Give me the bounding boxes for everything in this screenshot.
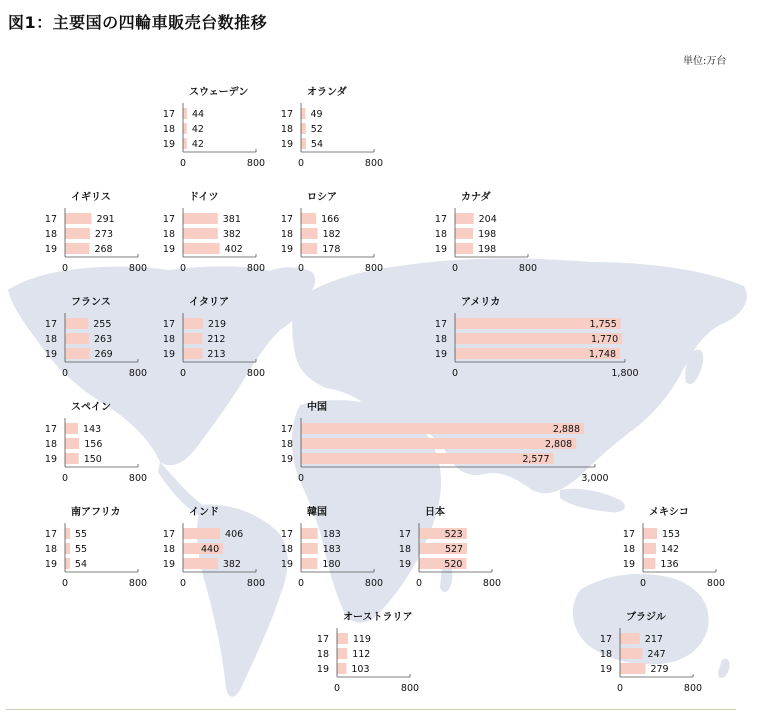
chart-5-bar-18 [455, 228, 473, 239]
chart-9-bar-17 [65, 423, 78, 434]
chart-6-value-label-19: 269 [94, 349, 113, 360]
chart-2-bar-18 [65, 228, 90, 239]
chart-0-bar-19 [183, 138, 187, 149]
chart-9-tick-label-min: 0 [61, 473, 69, 484]
chart-16-tick-label-min: 0 [333, 683, 341, 694]
chart-3-bar-18 [183, 228, 218, 239]
chart-16-bar-18 [337, 648, 347, 659]
chart-5-country-label: カナダ [461, 192, 491, 203]
chart-17-tick-label-min: 0 [616, 683, 624, 694]
chart-2-country-label: イギリス [71, 192, 111, 203]
chart-7-year-label-18: 18 [162, 334, 175, 345]
chart-13-value-label-19: 180 [322, 559, 341, 570]
chart-14-value-label-19: 520 [444, 559, 463, 570]
chart-4-bar-19 [301, 243, 317, 254]
chart-15-bar-17 [643, 528, 657, 539]
chart-0-bar-17 [183, 108, 187, 119]
chart-1-value-label-18: 52 [310, 124, 323, 135]
chart-13-country-label: 韓国 [307, 507, 327, 518]
chart-4-country-label: ロシア [307, 192, 337, 203]
chart-11-year-label-18: 18 [44, 544, 57, 555]
chart-5-bar-17 [455, 213, 474, 224]
chart-10-year-label-19: 19 [280, 454, 293, 465]
chart-15-bar-19 [643, 558, 655, 569]
chart-4-year-label-18: 18 [280, 229, 293, 240]
chart-15-tick-label-max: 800 [706, 578, 726, 589]
chart-1-bar-18 [301, 123, 306, 134]
chart-6-bar-18 [65, 333, 89, 344]
chart-1-tick-label-max: 800 [364, 158, 384, 169]
chart-8-value-label-19: 1,748 [588, 349, 617, 360]
chart-2-tick-label-max: 800 [128, 263, 148, 274]
chart-7-year-label-17: 17 [162, 319, 175, 330]
chart-12-value-label-19: 382 [222, 559, 241, 570]
chart-12-bar-19 [183, 558, 218, 569]
chart-17-year-label-18: 18 [599, 649, 612, 660]
chart-0-year-label-18: 18 [162, 124, 175, 135]
chart-10-bar-17 [301, 423, 584, 434]
chart-3-value-label-17: 381 [222, 214, 241, 225]
chart-11-tick-label-min: 0 [61, 578, 69, 589]
chart-11-year-label-19: 19 [44, 559, 57, 570]
chart-11-value-label-17: 55 [75, 529, 88, 540]
chart-8-tick-label-max: 1,800 [611, 368, 639, 379]
chart-1-year-label-18: 18 [280, 124, 293, 135]
chart-1-tick-label-min: 0 [297, 158, 305, 169]
chart-6-value-label-17: 255 [93, 319, 112, 330]
chart-9-tick-label-max: 800 [128, 473, 148, 484]
chart-0-year-label-17: 17 [162, 109, 175, 120]
chart-14-year-label-18: 18 [398, 544, 411, 555]
chart-8-year-label-17: 17 [434, 319, 447, 330]
chart-8-value-label-17: 1,755 [589, 319, 617, 330]
unit-label: 単位:万台 [683, 56, 727, 67]
chart-7-year-label-19: 19 [162, 349, 175, 360]
chart-1-bar-19 [301, 138, 306, 149]
chart-3-tick-label-max: 800 [246, 263, 266, 274]
chart-0-country-label: スウェーデン [189, 87, 249, 98]
chart-4-tick-label-min: 0 [297, 263, 305, 274]
chart-4-value-label-18: 182 [322, 229, 341, 240]
chart-13-year-label-19: 19 [280, 559, 293, 570]
chart-11-bar-19 [65, 558, 70, 569]
chart-1-value-label-19: 54 [310, 139, 324, 150]
chart-0-value-label-17: 44 [192, 109, 205, 120]
chart-14-year-label-17: 17 [398, 529, 411, 540]
chart-4-value-label-17: 166 [321, 214, 340, 225]
chart-2-value-label-17: 291 [96, 214, 115, 225]
chart-12-value-label-18: 440 [201, 544, 220, 555]
chart-12-value-label-17: 406 [225, 529, 244, 540]
chart-6-year-label-17: 17 [44, 319, 57, 330]
chart-10-year-label-17: 17 [280, 424, 293, 435]
chart-12-year-label-19: 19 [162, 559, 175, 570]
chart-14-value-label-18: 527 [444, 544, 464, 555]
chart-11-country-label: 南アフリカ [71, 507, 121, 518]
chart-15-year-label-19: 19 [622, 559, 635, 570]
chart-14-year-label-19: 19 [398, 559, 411, 570]
chart-0-bar-18 [183, 123, 187, 134]
chart-2-tick-label-min: 0 [61, 263, 69, 274]
chart-5-bar-19 [455, 243, 473, 254]
chart-3-tick-label-min: 0 [179, 263, 187, 274]
chart-2-value-label-18: 273 [94, 229, 114, 240]
chart-12-tick-label-min: 0 [179, 578, 187, 589]
chart-13-tick-label-max: 800 [364, 578, 384, 589]
chart-0-value-label-19: 42 [191, 139, 204, 150]
chart-2-year-label-18: 18 [44, 229, 57, 240]
chart-12-country-label: インド [189, 507, 219, 518]
chart-9-year-label-19: 19 [44, 454, 57, 465]
chart-10-year-label-18: 18 [280, 439, 293, 450]
chart-15-year-label-17: 17 [622, 529, 635, 540]
chart-15-year-label-18: 18 [622, 544, 635, 555]
chart-13-bar-18 [301, 543, 318, 554]
chart-4-value-label-19: 178 [322, 244, 341, 255]
chart-14-tick-label-min: 0 [415, 578, 423, 589]
chart-13-value-label-17: 183 [322, 529, 341, 540]
chart-11-bar-18 [65, 543, 70, 554]
chart-4-tick-label-max: 800 [364, 263, 384, 274]
chart-11-value-label-19: 54 [74, 559, 88, 570]
chart-8-value-label-18: 1,770 [590, 334, 619, 345]
chart-4-year-label-17: 17 [280, 214, 293, 225]
chart-9-bar-19 [65, 453, 79, 464]
chart-8-tick-label-min: 0 [451, 368, 459, 379]
chart-17-bar-18 [620, 648, 643, 659]
chart-17-bar-17 [620, 633, 640, 644]
chart-13-year-label-18: 18 [280, 544, 293, 555]
chart-7-bar-17 [183, 318, 203, 329]
chart-7-value-label-19: 213 [207, 349, 226, 360]
chart-16-year-label-18: 18 [316, 649, 329, 660]
chart-0-tick-label-max: 800 [246, 158, 266, 169]
chart-6-tick-label-min: 0 [61, 368, 69, 379]
chart-3-year-label-18: 18 [162, 229, 175, 240]
chart-17-tick-label-max: 800 [683, 683, 703, 694]
chart-4-bar-17 [301, 213, 316, 224]
chart-5-value-label-17: 204 [478, 214, 497, 225]
chart-6-country-label: フランス [71, 297, 111, 308]
chart-10-bar-18 [301, 438, 576, 449]
chart-15-country-label: メキシコ [649, 507, 689, 518]
chart-9-bar-18 [65, 438, 79, 449]
chart-9-year-label-18: 18 [44, 439, 57, 450]
chart-3-country-label: ドイツ [189, 192, 219, 203]
chart-6-year-label-19: 19 [44, 349, 57, 360]
chart-11-value-label-18: 55 [75, 544, 88, 555]
chart-17-bar-19 [620, 663, 645, 674]
chart-16-year-label-17: 17 [316, 634, 329, 645]
chart-6-bar-17 [65, 318, 88, 329]
chart-12-tick-label-max: 800 [246, 578, 266, 589]
chart-16-value-label-18: 112 [352, 649, 371, 660]
chart-6-tick-label-max: 800 [128, 368, 148, 379]
chart-14-country-label: 日本 [425, 507, 445, 518]
chart-10-value-label-19: 2,577 [522, 454, 550, 465]
chart-3-bar-17 [183, 213, 218, 224]
chart-10-bar-19 [301, 453, 554, 464]
chart-10-value-label-18: 2,808 [544, 439, 573, 450]
chart-5-year-label-17: 17 [434, 214, 447, 225]
chart-10-country-label: 中国 [307, 402, 327, 413]
chart-7-tick-label-min: 0 [179, 368, 187, 379]
chart-9-value-label-19: 150 [83, 454, 102, 465]
chart-13-year-label-17: 17 [280, 529, 293, 540]
chart-3-value-label-19: 402 [224, 244, 243, 255]
chart-16-country-label: オーストラリア [343, 612, 413, 623]
chart-8-year-label-18: 18 [434, 334, 447, 345]
chart-15-tick-label-min: 0 [639, 578, 647, 589]
chart-9-country-label: スペイン [71, 402, 111, 413]
chart-2-year-label-19: 19 [44, 244, 57, 255]
chart-1-year-label-19: 19 [280, 139, 293, 150]
chart-12-year-label-18: 18 [162, 544, 175, 555]
chart-17-value-label-18: 247 [647, 649, 666, 660]
chart-1-value-label-17: 49 [310, 109, 323, 120]
chart-title: 図1：主要国の四輪車販売台数推移 [8, 13, 268, 32]
chart-8-country-label: アメリカ [461, 297, 501, 308]
chart-8-year-label-19: 19 [434, 349, 447, 360]
chart-1-country-label: オランダ [307, 87, 347, 98]
chart-2-year-label-17: 17 [44, 214, 57, 225]
chart-13-bar-19 [301, 558, 317, 569]
chart-7-country-label: イタリア [189, 297, 229, 308]
chart-10-tick-label-min: 0 [297, 473, 305, 484]
chart-5-tick-label-max: 800 [518, 263, 538, 274]
chart-4-year-label-19: 19 [280, 244, 293, 255]
chart-17-value-label-17: 217 [644, 634, 663, 645]
chart-7-bar-18 [183, 333, 202, 344]
chart-16-bar-17 [337, 633, 348, 644]
chart-0-value-label-18: 42 [191, 124, 204, 135]
chart-16-value-label-17: 119 [352, 634, 371, 645]
chart-6-year-label-18: 18 [44, 334, 57, 345]
chart-17-value-label-19: 279 [650, 664, 669, 675]
bottom-divider [6, 709, 736, 710]
chart-5-year-label-18: 18 [434, 229, 447, 240]
chart-16-year-label-19: 19 [316, 664, 329, 675]
chart-7-bar-19 [183, 348, 202, 359]
chart-12-year-label-17: 17 [162, 529, 175, 540]
chart-2-bar-17 [65, 213, 92, 224]
chart-9-year-label-17: 17 [44, 424, 57, 435]
chart-2-bar-19 [65, 243, 89, 254]
chart-12-bar-17 [183, 528, 220, 539]
chart-16-bar-19 [337, 663, 346, 674]
chart-14-tick-label-max: 800 [482, 578, 502, 589]
chart-2-value-label-19: 268 [94, 244, 113, 255]
chart-15-value-label-17: 153 [661, 529, 681, 540]
chart-3-bar-19 [183, 243, 220, 254]
chart-17-year-label-17: 17 [599, 634, 612, 645]
chart-13-bar-17 [301, 528, 318, 539]
chart-6-bar-19 [65, 348, 90, 359]
chart-11-tick-label-max: 800 [128, 578, 148, 589]
chart-3-year-label-17: 17 [162, 214, 175, 225]
chart-13-tick-label-min: 0 [297, 578, 305, 589]
chart-16-tick-label-max: 800 [400, 683, 420, 694]
chart-11-year-label-17: 17 [44, 529, 57, 540]
chart-10-tick-label-max: 3,000 [581, 473, 609, 484]
chart-0-tick-label-min: 0 [179, 158, 187, 169]
chart-15-bar-18 [643, 543, 656, 554]
chart-10-value-label-17: 2,888 [552, 424, 581, 435]
chart-17-year-label-19: 19 [599, 664, 612, 675]
chart-5-value-label-19: 198 [478, 244, 497, 255]
chart-5-tick-label-min: 0 [451, 263, 459, 274]
chart-16-value-label-19: 103 [351, 664, 370, 675]
chart-17-country-label: ブラジル [626, 612, 666, 623]
chart-13-value-label-18: 183 [322, 544, 341, 555]
chart-7-value-label-17: 219 [207, 319, 227, 330]
chart-9-value-label-18: 156 [84, 439, 103, 450]
chart-11-bar-17 [65, 528, 70, 539]
chart-3-value-label-18: 382 [222, 229, 241, 240]
chart-9-value-label-17: 143 [83, 424, 102, 435]
chart-1-year-label-17: 17 [280, 109, 293, 120]
chart-7-tick-label-max: 800 [246, 368, 266, 379]
chart-15-value-label-19: 136 [660, 559, 679, 570]
chart-1-bar-17 [301, 108, 305, 119]
chart-4-bar-18 [301, 228, 318, 239]
chart-0-year-label-19: 19 [162, 139, 175, 150]
chart-3-year-label-19: 19 [162, 244, 175, 255]
chart-6-value-label-18: 263 [93, 334, 113, 345]
chart-5-year-label-19: 19 [434, 244, 447, 255]
chart-14-value-label-17: 523 [444, 529, 463, 540]
chart-5-value-label-18: 198 [478, 229, 497, 240]
chart-15-value-label-18: 142 [660, 544, 680, 555]
chart-7-value-label-18: 212 [207, 334, 226, 345]
